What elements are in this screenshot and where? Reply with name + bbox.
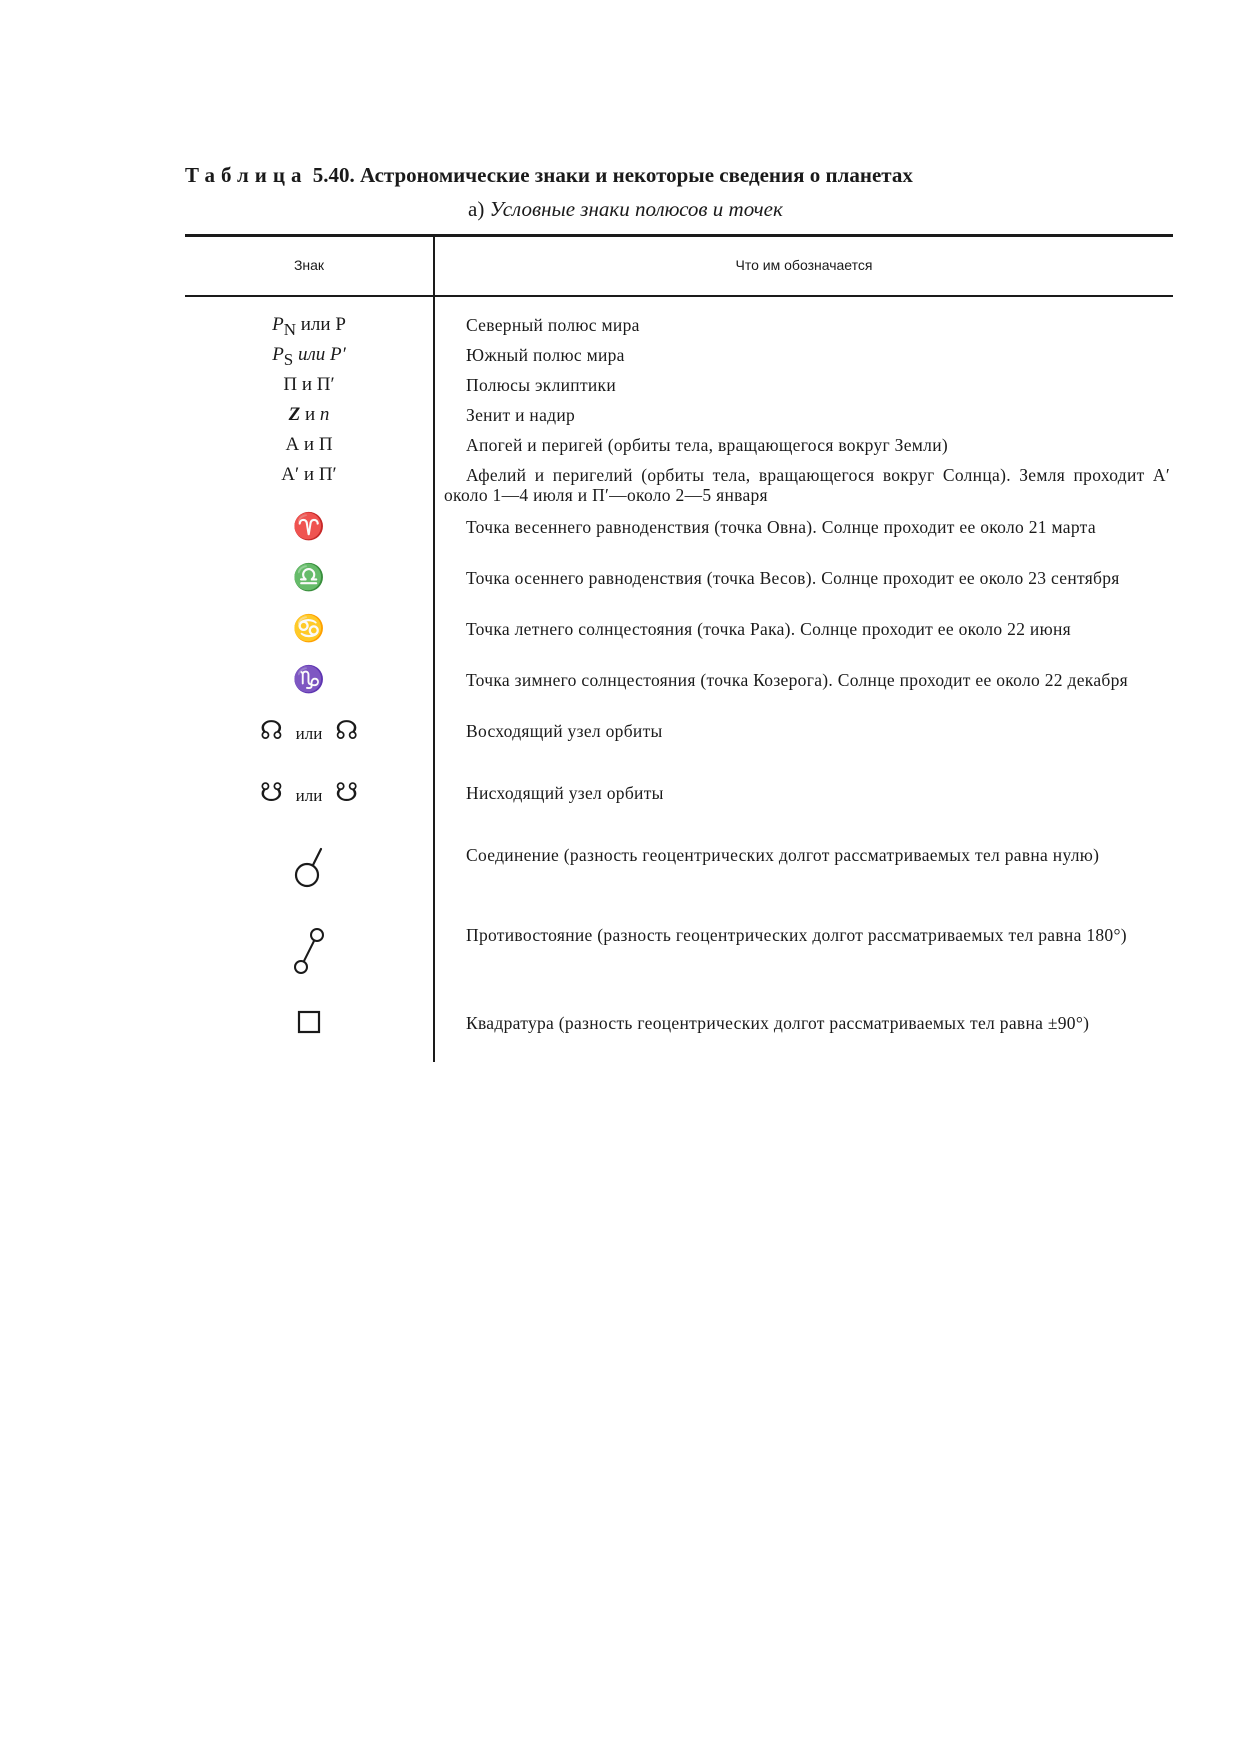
sign-rest: или P′ [293,344,346,365]
sign-cell [185,563,433,592]
column-divider [433,236,435,1062]
libra-icon: ♎ [292,563,326,592]
sign-and: и [300,404,320,425]
sign-cell [185,716,433,745]
capricorn-icon: ♑ [292,665,326,694]
meaning-cell: Зенит и надир [466,405,576,425]
meaning-cell: Нисходящий узел орбиты [466,783,664,803]
ascending-node-icon: ☊ [259,716,283,745]
meaning-cell: Точка летнего солнцестояния (точка Рака). Солнце проходит ее около 22 июня [466,619,1071,639]
sign-cell [185,665,433,694]
meaning-cell: Апогей и перигей (орбиты тела, вращающегося вокруг Земли) [466,435,949,455]
sign-main: P [272,314,284,335]
sign-nadir: n [319,404,330,425]
meaning-cell: Точка осеннего равноденствия (точка Весов). Солнце проходит ее около 23 сентября [466,568,1120,588]
meaning-cell: Соединение (разность геоцентрических долгот рассматриваемых тел равна нулю) [466,845,1100,865]
subtitle-text: Условные знаки полюсов и точек [489,197,783,221]
sign-sub: S [283,349,294,369]
sign-cell [185,778,433,807]
meaning-cell: Квадратура (разность геоцентрических долгот рассматриваемых тел равна ±90°) [466,1013,1090,1033]
sign-cell [185,405,433,425]
sign-or: или [295,786,323,805]
aries-icon: ♈ [292,512,326,541]
sign-main: P [272,344,284,365]
subtitle-prefix: а) [468,197,485,221]
meaning-cell: Полюсы эклиптики [466,375,617,395]
table-subtitle [468,197,783,222]
meaning-cell: Противостояние (разность геоцентрических долгот рассматриваемых тел равна 180°) [466,925,1127,945]
table-top-rule [185,234,1173,237]
meaning-cell: Восходящий узел орбиты [466,721,663,741]
opposition-icon [185,925,433,977]
descending-node-alt-icon: ☋ [335,778,359,807]
table-title-text: Астрономические знаки и некоторые сведения о планетах [359,163,913,187]
meaning-cell: Южный полюс мира [466,345,625,365]
meaning-cell: Точка весеннего равноденствия (точка Овна). Солнце проходит ее около 21 марта [466,517,1096,537]
sign-cell [185,512,433,541]
sign-rest: или P [296,314,346,335]
table-title-number: 5.40. [312,163,355,187]
table-title [185,163,1145,188]
table-title-label: Таблица [185,163,308,187]
sign-cell: А и П [285,434,333,455]
conjunction-icon [185,845,433,891]
sign-zenith: Z [288,404,301,425]
ascending-node-alt-icon: ☊ [335,716,359,745]
sign-cell [185,345,433,370]
sign-cell [185,315,433,340]
sign-or: или [295,724,323,743]
header-meaning: Что им обозначается [735,257,873,273]
sign-cell [185,614,433,643]
cancer-icon: ♋ [292,614,326,643]
meaning-cell: Точка зимнего солнцестояния (точка Козерога). Солнце проходит ее около 22 декабря [466,670,1128,690]
quadrature-icon [185,1013,433,1035]
meaning-cell: Афелий и перигелий (орбиты тела, вращающегося вокруг Солнца). Земля проходит А′ около 1—4 июля и П′—около 2—5 января [444,465,1170,505]
sign-cell: П и П′ [283,374,335,395]
table-header-rule [185,295,1173,297]
header-sign: Знак [293,257,325,273]
descending-node-icon: ☋ [259,778,283,807]
sign-cell: А′ и П′ [281,464,337,485]
sign-sub: N [283,319,296,339]
meaning-cell: Северный полюс мира [466,315,640,335]
